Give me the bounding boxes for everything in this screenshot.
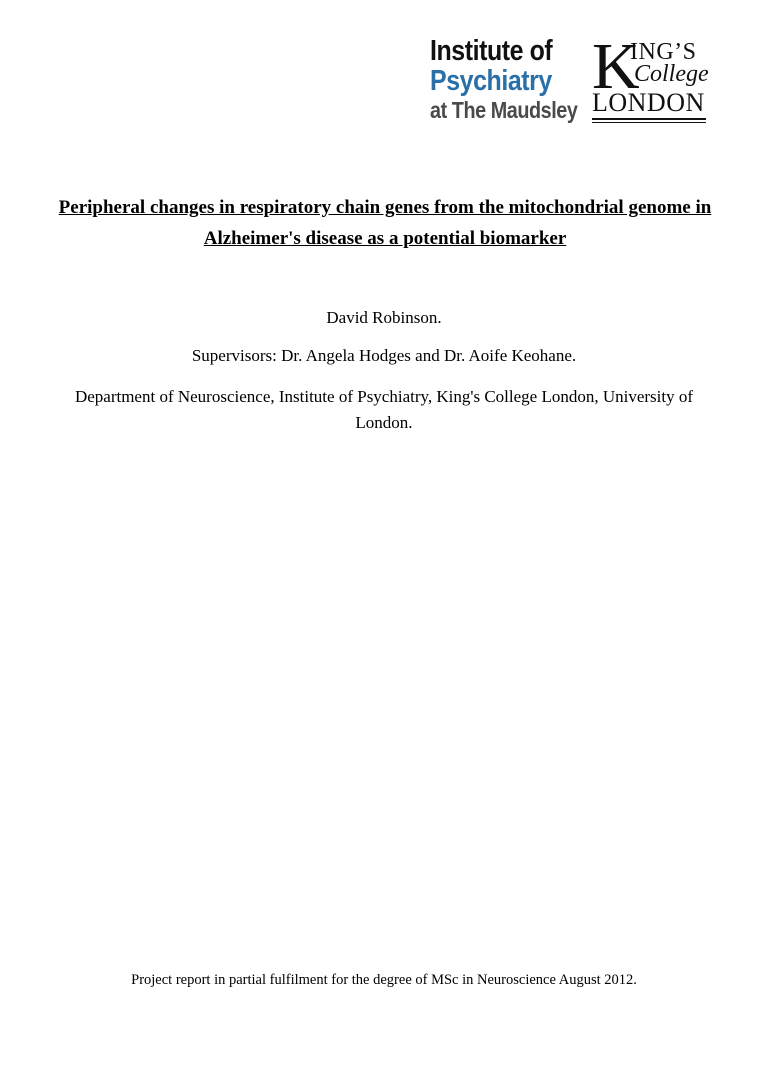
logo-line-institute-of: Institute of: [430, 35, 553, 67]
logo-line-at-the-maudsley: at The Maudsley: [430, 97, 578, 123]
kcl-logo-college: College: [634, 61, 709, 87]
kcl-logo-ings: ING’S: [630, 39, 697, 65]
institute-of-psychiatry-logo: [430, 36, 577, 124]
supervisors-line: Supervisors: Dr. Angela Hodges and Dr. Aoife Keohane.: [191, 346, 577, 365]
degree-statement: Project report in partial fulfilment for the degree of MSc in Neuroscience August 2012.: [131, 972, 637, 988]
kings-college-london-logo: [592, 30, 712, 126]
kcl-logo-k: K: [592, 30, 640, 103]
kcl-logo-rule-thin: [592, 122, 706, 123]
institution-logos: [430, 30, 712, 128]
logo-line-psychiatry: Psychiatry: [430, 65, 552, 97]
kcl-logo-rule: [592, 118, 706, 120]
report-title: Peripheral changes in respiratory chain genes from the mitochondrial genome in Alzheimer's disease as a potential biomarker: [58, 197, 712, 250]
kcl-logo-london: LONDON: [592, 88, 705, 117]
department-affiliation: Department of Neuroscience, Institute of Psychiatry, King's College London, University of London.: [74, 387, 694, 433]
author-name: David Robinson.: [326, 308, 442, 327]
